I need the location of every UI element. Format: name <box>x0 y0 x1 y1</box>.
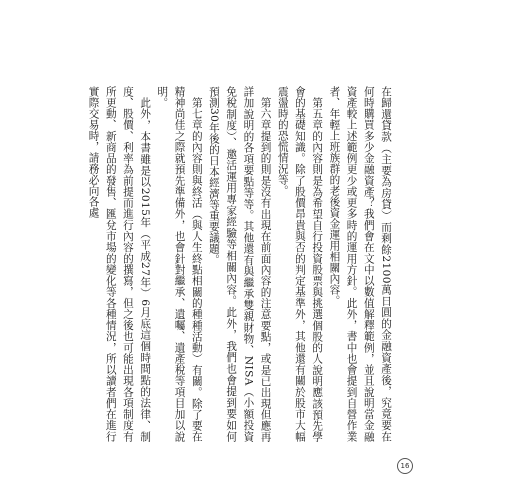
page-number: 16 <box>397 458 413 474</box>
paragraph-3: 第六章提到的則是沒有出現在前面內容的注意要點，或是已出現但應再詳加說明的各項要點等等。其他還有與繼承雙親財物、NISA（小額投資免稅制度）、邀活運用專家經驗等相關內容。此外，我們也會提到要如何預測30年後的日本經濟等重要議題。 <box>207 86 272 442</box>
paragraph-5: 此外，本書雖是以2015年（平成27年）6月底這個時間點的法律、制度、股價、利率為前提而進行內容的撰寫，但之後也可能出現各項制度有所更動、新商品的發售、匯兌市場的變化等各種情況，所以讀者們在進行實際交易時，請務必向各處 <box>87 86 152 442</box>
paragraph-4: 第七章的內容則與終活（與人生終點相關的種種活動）有關。除了要在精神尚佳之際就預先準備外，也會針對繼承、遺囑、遺產稅等項目加以說明。 <box>156 86 203 442</box>
paragraph-1: 在歸還貸款（主要為房貸）而剩餘2100萬日圓的金融資產後，究竟要在何時購買多少金融資產？我們會在文中以數值解釋範例，並且說明當金融資產較上述範例更少或更多時的運用方針。此外，書中也會提到自營作業者、年輕上班族群的老後資金運用相關內容。 <box>328 86 392 442</box>
paragraph-2: 第五章的內容則是為希望自行投資股票與挑選個股的人說明應該預先學會的基礎知識。除了股價昂貴與否的判定基準外，其他還有關於股市大幅震盪時的恐慌情況等。 <box>276 86 324 442</box>
body-text <box>87 86 394 442</box>
